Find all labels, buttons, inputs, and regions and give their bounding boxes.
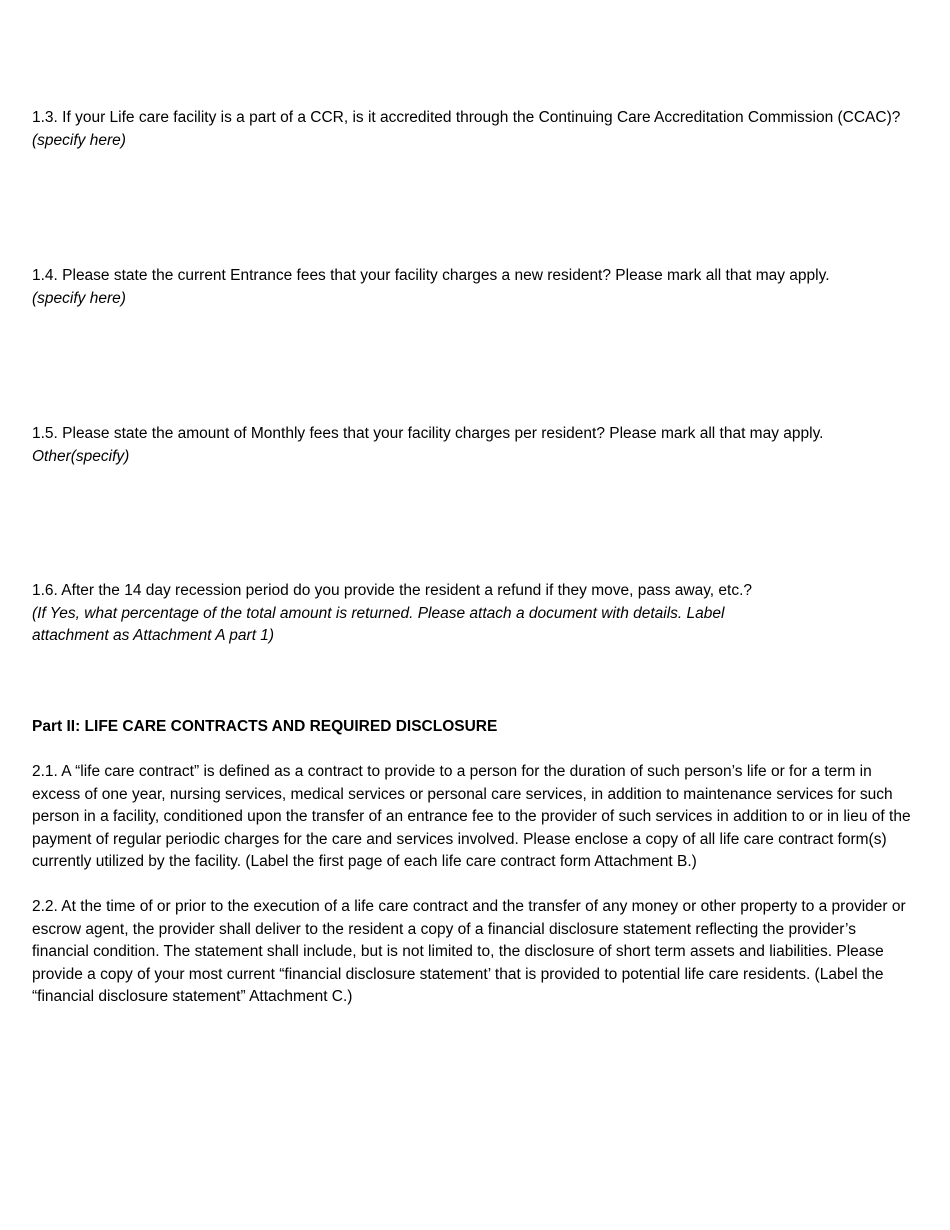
- paragraph-2-1: 2.1. A “life care contract” is defined as a contract to provide to a person for the duration of such person’s life or for a term in excess of one year, nursing services, medical services or personal care services, in addition to maintenance services for such person in a facility, conditioned upon the transfer of an entrance fee to the provider of such services in addition to or in lieu of the payment of regular periodic charges for the care and services involved. Please enclose a copy of all life care contract form(s) currently utilized by the facility. (Label the first page of each life care contract form Attachment B.): [32, 763, 911, 870]
- paragraph-2-2: 2.2. At the time of or prior to the execution of a life care contract and the transfer of any money or other property to a provider or escrow agent, the provider shall deliver to the resident a copy of a financial disclosure statement reflecting the provider’s financial condition. The statement shall include, but is not limited to, the disclosure of short term assets and liabilities. Please provide a copy of your most current “financial disclosure statement’ that is provided to potential life care residents. (Label the “financial disclosure statement” Attachment C.): [32, 898, 906, 1005]
- question-text: 1.6. After the 14 day recession period do you provide the resident a refund if they move, pass away, etc.?: [32, 582, 753, 599]
- question-hint: (specify here): [32, 289, 126, 307]
- question-hint: (specify here): [32, 131, 126, 149]
- question-hint: (If Yes, what percentage of the total amount is returned. Please attach a document with details. Label attachment as Attachment A part 1): [32, 604, 725, 644]
- question-1-4: [32, 265, 912, 310]
- question-text: 1.4. Please state the current Entrance fees that your facility charges a new resident? Please mark all that may apply.: [32, 267, 830, 284]
- question-1-5: [32, 423, 912, 468]
- section-heading-part-2: Part II: LIFE CARE CONTRACTS AND REQUIRED DISCLOSURE: [32, 718, 498, 735]
- question-text: 1.3. If your Life care facility is a part of a CCR, is it accredited through the Continuing Care Accreditation Commission (CCAC)?: [32, 109, 901, 126]
- question-text: 1.5. Please state the amount of Monthly fees that your facility charges per resident? Please mark all that may apply.: [32, 425, 824, 442]
- question-hint: Other(specify): [32, 447, 130, 465]
- question-1-6: [32, 580, 912, 648]
- question-1-3: [32, 107, 912, 152]
